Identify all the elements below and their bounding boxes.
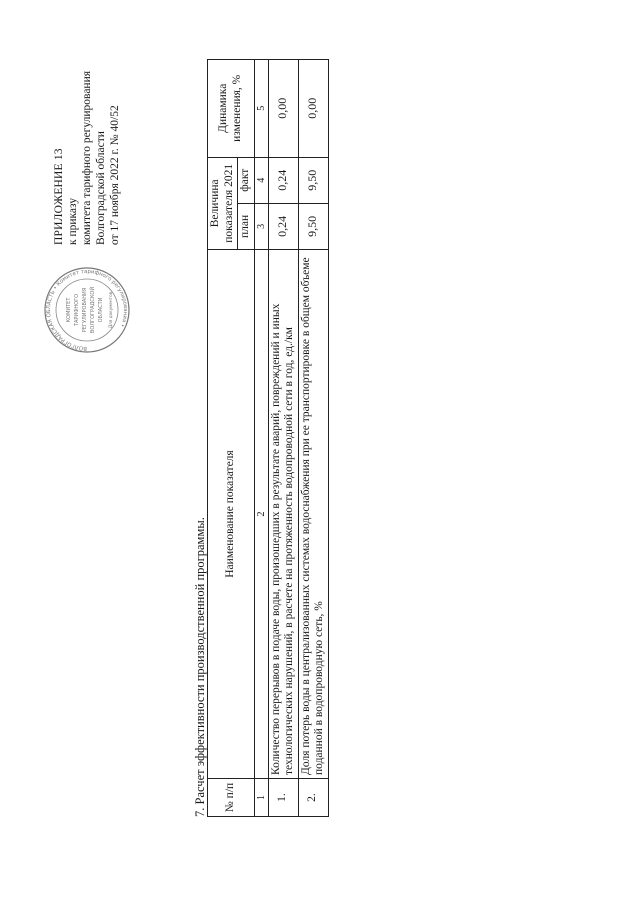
index-cell: 1 [254, 779, 268, 817]
svg-text:ВОЛГОГРАДСКАЯ ОБЛАСТЬ • Комите: ВОЛГОГРАДСКАЯ ОБЛАСТЬ • Комитет тарифного регулирования • [45, 268, 129, 352]
row-fact-value: 9,50 [298, 157, 328, 203]
svg-text:ОБЛАСТИ: ОБЛАСТИ [98, 297, 104, 323]
header-value-group: Величина показателя 2021 [208, 157, 238, 249]
svg-text:КОМИТЕТ: КОМИТЕТ [66, 297, 72, 323]
table-index-row [254, 60, 268, 817]
row-num: 2. [298, 779, 328, 817]
index-cell: 4 [254, 157, 268, 203]
row-dynamics-value: 0,00 [298, 60, 328, 158]
index-cell: 3 [254, 203, 268, 249]
section-heading: 7. Расчет эффективности производственной программы. [193, 517, 207, 817]
svg-text:Для документов: Для документов [108, 291, 113, 329]
header-dynamics: Динамика изменения, % [208, 60, 255, 158]
row-indicator-name: Количество перерывов в подаче воды, произошедших в результате аварий, повреждений и иных технологических нарушений, в расчете на протяженность водопроводной сети в год, ед./км [268, 250, 298, 779]
appendix-line-2: комитета тарифного регулирования [81, 70, 93, 245]
appendix-block [52, 15, 122, 245]
svg-text:ВОЛГОГРАДСКОЙ: ВОЛГОГРАДСКОЙ [90, 286, 96, 334]
row-plan-value: 9,50 [298, 203, 328, 249]
header-name: Наименование показателя [208, 250, 255, 779]
efficiency-table [207, 59, 329, 817]
index-cell: 5 [254, 60, 268, 158]
appendix-line-4: от 17 ноября 2022 г. № 40/52 [109, 105, 121, 245]
header-fact: факт [238, 157, 255, 203]
official-seal-stamp [42, 265, 132, 355]
appendix-line-3: Волгоградской области [95, 131, 107, 245]
row-indicator-name: Доля потерь воды в централизованных системах водоснабжения при ее транспортировке в общем объеме поданной в водопроводную сеть, % [298, 250, 328, 779]
row-plan-value: 0,24 [268, 203, 298, 249]
svg-text:ТАРИФНОГО: ТАРИФНОГО [74, 293, 80, 327]
row-num: 1. [268, 779, 298, 817]
table-row [298, 60, 328, 817]
appendix-title: ПРИЛОЖЕНИЕ 13 [53, 148, 65, 245]
header-num: № п/п [208, 779, 255, 817]
table-header-row [208, 60, 238, 817]
header-plan: план [238, 203, 255, 249]
table-row [268, 60, 298, 817]
row-dynamics-value: 0,00 [268, 60, 298, 158]
appendix-line-1: к приказу [67, 197, 79, 245]
index-cell: 2 [254, 250, 268, 779]
svg-text:РЕГУЛИРОВАНИЯ: РЕГУЛИРОВАНИЯ [82, 287, 88, 333]
row-fact-value: 0,24 [268, 157, 298, 203]
